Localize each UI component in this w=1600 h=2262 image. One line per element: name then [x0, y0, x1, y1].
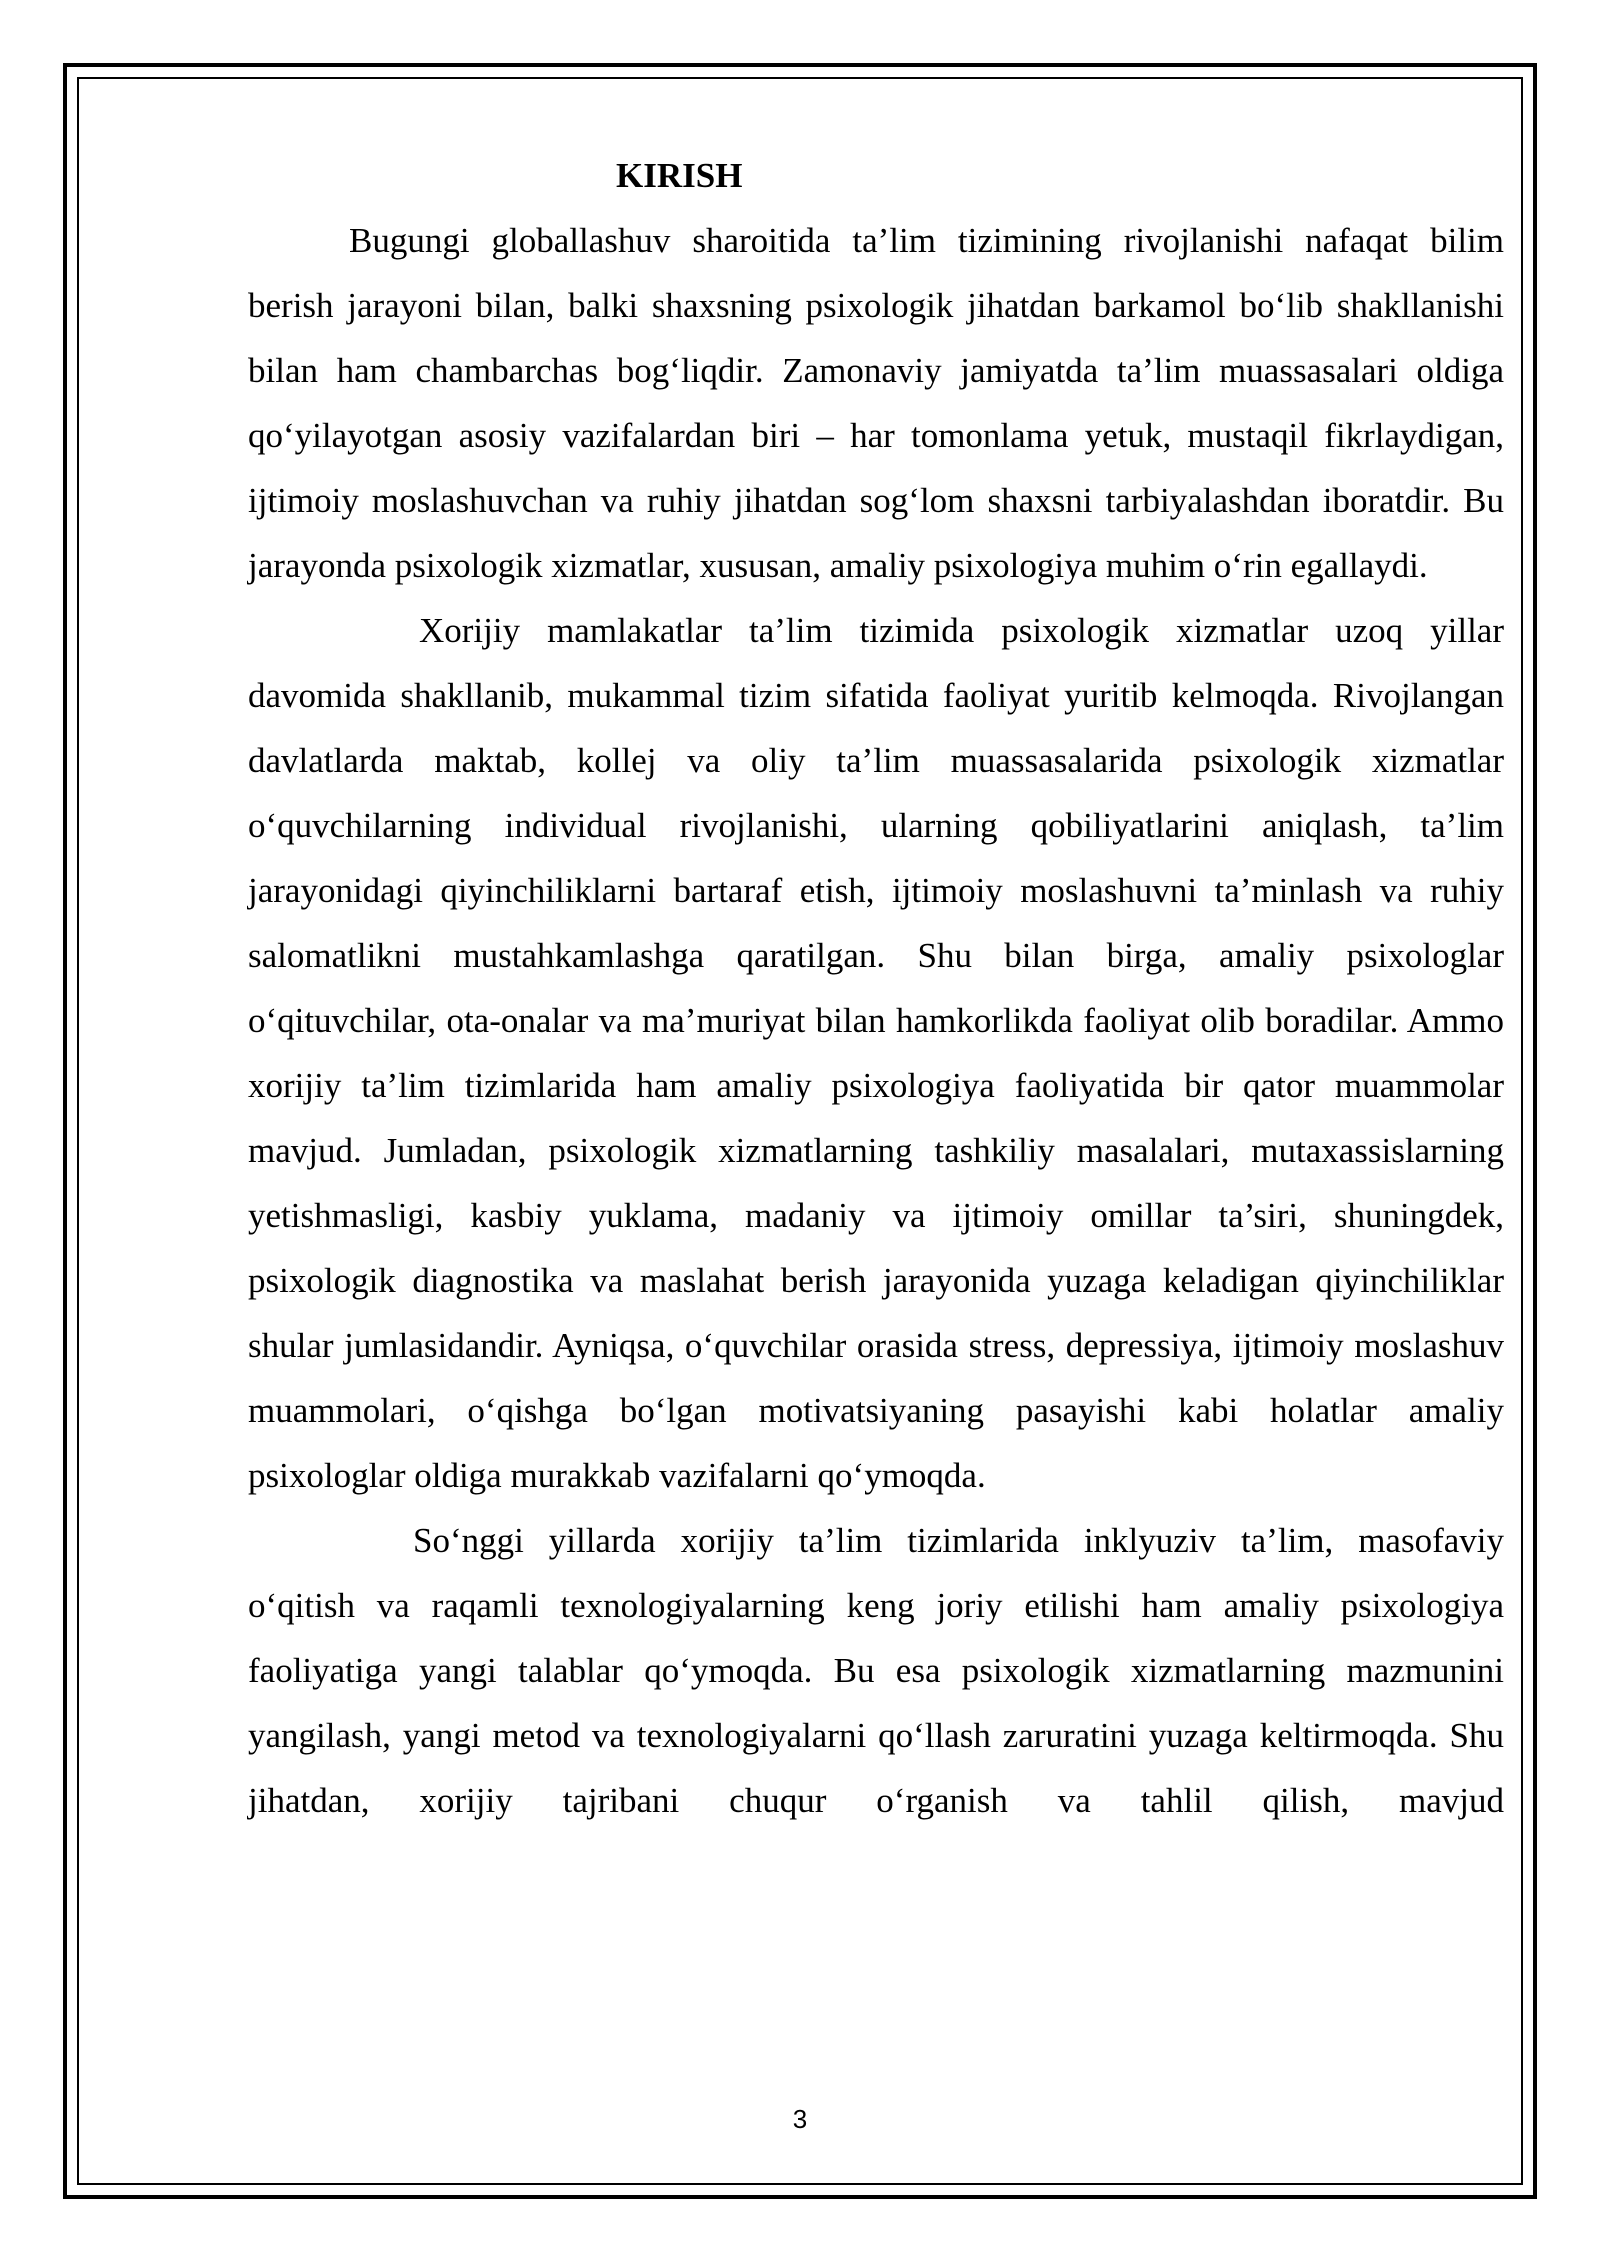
paragraph-3: So‘nggi yillarda xorijiy ta’lim tizimlarida inklyuziv ta’lim, masofaviy o‘qitish va raqamli texnologiyalarning keng joriy etilishi ham amaliy psixologiya faoliyatiga yangi talablar qo‘ymoqda. Bu esa psixologik xizmatlarning mazmunini yangilash, yangi metod va texnologiyalarni qo‘llash zaruratini yuzaga keltirmoqda. Shu jihatdan, xorijiy tajribani chuqur o‘rganish va tahlil qilish, mavjud — [248, 1521, 1504, 1820]
section-heading: KIRISH — [616, 156, 743, 195]
document-body — [248, 143, 1504, 1833]
paragraph-1: Bugungi globallashuv sharoitida ta’lim tizimining rivojlanishi nafaqat bilim berish jarayoni bilan, balki shaxsning psixologik jihatdan barkamol bo‘lib shakllanishi bilan ham chambarchas bog‘liqdir. Zamonaviy jamiyatda ta’lim muassasalari oldiga qo‘yilayotgan asosiy vazifalardan biri – har tomonlama yetuk, mustaqil fikrlaydigan, ijtimoiy moslashuvchan va ruhiy jihatdan sog‘lom shaxsni tarbiyalashdan iboratdir. Bu jarayonda psixologik xizmatlar, xususan, amaliy psixologiya muhim o‘rin egallaydi. — [248, 221, 1504, 585]
page-number: 3 — [792, 2104, 808, 2134]
paragraph-2: Xorijiy mamlakatlar ta’lim tizimida psixologik xizmatlar uzoq yillar davomida shakllanib, mukammal tizim sifatida faoliyat yuritib kelmoqda. Rivojlangan davlatlarda maktab, kollej va oliy ta’lim muassasalarida psixologik xizmatlar o‘quvchilarning individual rivojlanishi, ularning qobiliyatlarini aniqlash, ta’lim jarayonidagi qiyinchiliklarni bartaraf etish, ijtimoiy moslashuvni ta’minlash va ruhiy salomatlikni mustahkamlashga qaratilgan. Shu bilan birga, amaliy psixologlar o‘qituvchilar, ota-onalar va ma’muriyat bilan hamkorlikda faoliyat olib boradilar. Ammo xorijiy ta’lim tizimlarida ham amaliy psixologiya faoliyatida bir qator muammolar mavjud. Jumladan, psixologik xizmatlarning tashkiliy masalalari, mutaxassislarning yetishmasligi, kasbiy yuklama, madaniy va ijtimoiy omillar ta’siri, shuningdek, psixologik diagnostika va maslahat berish jarayonida yuzaga keladigan qiyinchiliklar shular jumlasidandir. Ayniqsa, o‘quvchilar orasida stress, depressiya, ijtimoiy moslashuv muammolari, o‘qishga bo‘lgan motivatsiyaning pasayishi kabi holatlar amaliy psixologlar oldiga murakkab vazifalarni qo‘ymoqda. — [248, 611, 1504, 1495]
